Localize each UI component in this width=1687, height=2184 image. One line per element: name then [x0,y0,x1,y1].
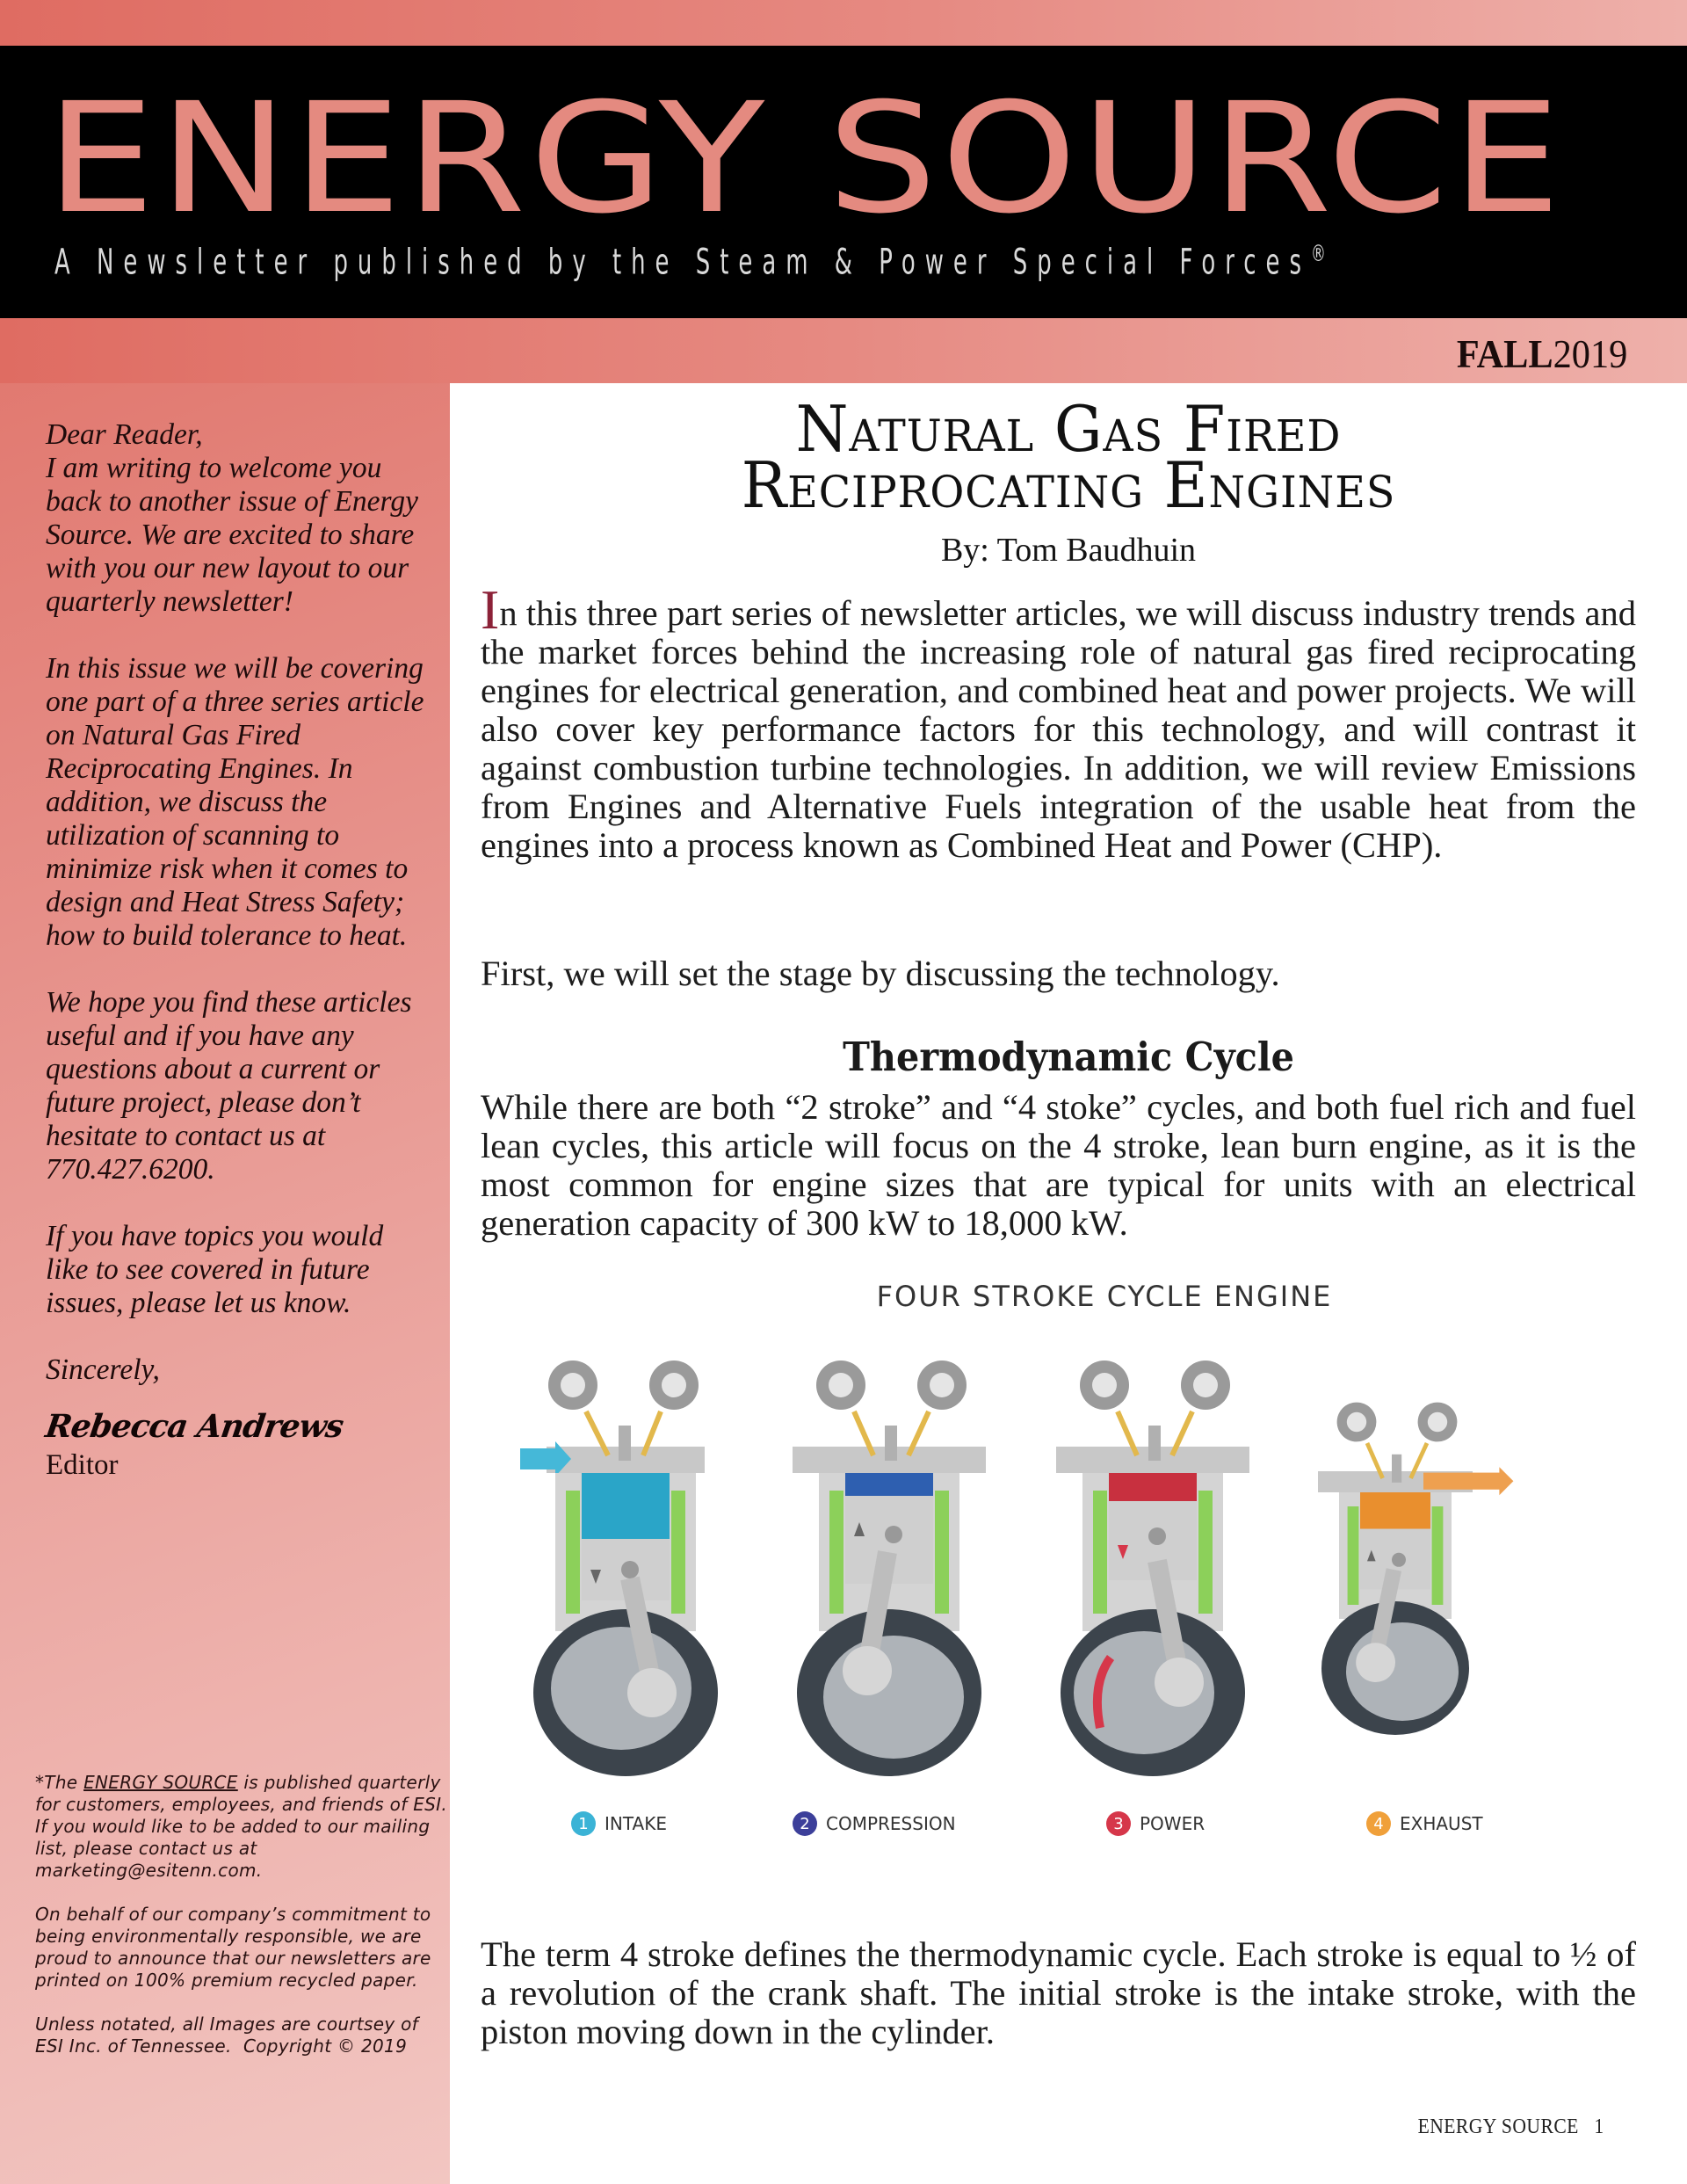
issue-year: 2019 [1553,331,1627,376]
recycling-note: On behalf of our company’s commitment to being environmentally responsible, we are proud to announce that our newsletters are printed on 100% premium recycled paper. [35,1904,431,1991]
page-footer [1418,2115,1604,2139]
note-rest: is published quarterly for customers, employees, and friends of ESI. If you would like to be added to our mailing list, please contact us at marketing@esitenn.com. [35,1772,448,1881]
letter-closing: Sincerely, [46,1353,160,1386]
letter-paragraph: We hope you find these articles useful and if you have any questions about a current or future project, please don’t hesitate to contact us at 770.427.6200. [46,986,412,1186]
stroke-number-badge: 3 [1106,1811,1131,1836]
engine-power-illustration [1047,1350,1258,1789]
image-credit-note [35,2013,448,2057]
stroke-number-badge: 2 [793,1811,817,1836]
stroke-label-intake [571,1811,667,1836]
article-byline: By: Tom Baudhuin [940,532,1197,569]
stroke-name: COMPRESSION [826,1813,956,1834]
copyright: Copyright © 2019 [243,2035,408,2057]
letter-paragraph: In this issue we will be covering one part of a three series article on Natural Gas Fired Reciprocating Engines. In addition, we discuss the utilization of scanning to minimize risk when it comes to design and Heat Stress Safety; how to build tolerance to heat. [46,652,424,952]
editor-letter [43,418,432,1482]
registered-mark-icon: ® [1311,241,1326,267]
stage-paragraph: First, we will set the stage by discussing the technology. [481,954,1280,993]
letter-paragraph: If you have topics you would like to see covered in future issues, please let us know. [46,1220,384,1319]
article-title [481,392,1656,522]
issue-label [1457,330,1627,377]
stroke-label-compression [793,1811,956,1836]
issue-band [0,318,1687,383]
image-credit: Unless notated, all Images are courtsey of ESI Inc. of Tennessee. [35,2013,418,2057]
title-line-2: Reciprocating Engines [741,448,1396,522]
sidebar-footnotes [35,1772,448,2079]
tagline-text: A Newsletter published by the Steam & Power Special Forces [54,242,1312,283]
letter-greeting: Dear Reader, [46,418,203,451]
stroke-number-badge: 1 [571,1811,596,1836]
masthead [0,46,1687,318]
stroke-name: POWER [1140,1813,1206,1834]
editor-sidebar [0,383,450,2184]
stroke-label-power [1106,1811,1205,1836]
stroke-number-badge: 4 [1366,1811,1391,1836]
section-heading: Thermodynamic Cycle [843,1034,1294,1080]
note-prefix: *The [35,1772,84,1793]
cycle-paragraph: While there are both “2 stroke” and “4 stoke” cycles, and both fuel rich and fuel lean cycles, this article will focus on the 4 stroke, lean burn engine, as it is the most common for engine sizes that are typical for units with an electrical generation capacity of 300 kW to 18,000 kW. [481,1087,1636,1243]
masthead-tagline [54,241,1326,282]
issue-season: FALL [1456,331,1553,376]
top-color-band [0,0,1687,46]
footer-publication: ENERGY SOURCE [1417,2115,1580,2138]
diagram-title: FOUR STROKE CYCLE ENGINE [876,1280,1333,1313]
engine-intake-illustration [520,1350,731,1789]
editor-signature: Rebecca Andrews [43,1408,345,1445]
four-stroke-diagram [485,1280,1645,1877]
stroke-name: INTAKE [605,1813,667,1834]
stroke-name: EXHAUST [1400,1813,1483,1834]
intro-text: n this three part series of newsletter articles, we will discuss industry trends and the market forces behind the increasing role of natural gas fired reciprocating engines for electrical generation, and combined heat and power projects. We will also cover key performance factors for this technology, and will contrast it against combustion turbine technologies. In addition, we will review Emissions from Engines and Alternative Fuels integration of the usable heat from the engines into a process known as Combined Heat and Power (CHP). [481,593,1636,865]
editor-role: Editor [46,1449,119,1481]
drop-cap: I [481,578,500,641]
stroke-label-exhaust [1366,1811,1483,1836]
article-content [450,383,1687,2184]
publication-name: ENERGY SOURCE [83,1772,238,1793]
page-number: 1 [1594,2115,1604,2138]
masthead-title: ENERGY SOURCE [46,69,1565,247]
publication-note [35,1772,448,1882]
letter-paragraph: I am writing to welcome you back to another issue of Energy Source. We are excited to share with you our new layout to our quarterly newsletter! [46,452,418,618]
intro-paragraph [481,578,1636,865]
engine-exhaust-illustration [1311,1350,1522,1789]
engine-compression-illustration [784,1350,995,1789]
title-line-1: Natural Gas Fired [795,392,1342,466]
closing-paragraph: The term 4 stroke defines the thermodynamic cycle. Each stroke is equal to ½ of a revolution of the crank shaft. The initial stroke is the intake stroke, with the piston moving down in the cylinder. [481,1934,1636,2051]
